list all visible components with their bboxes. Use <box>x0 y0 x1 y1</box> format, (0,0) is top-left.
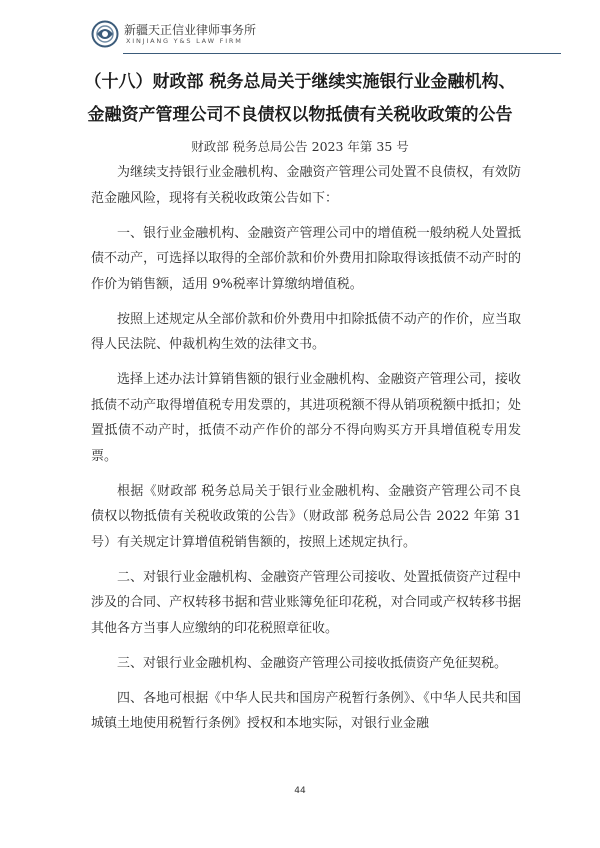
firm-logo-icon <box>91 20 119 48</box>
paragraph-article-1-deduction: 按照上述规定从全部价款和价外费用中扣除抵债不动产的作价，应当取得人民法院、仲裁机构生效的法律文书。 <box>91 311 521 352</box>
header-divider <box>123 53 561 54</box>
page-number: 44 <box>294 786 306 796</box>
paragraph-article-3: 三、对银行业金融机构、金融资产管理公司接收抵债资产免征契税。 <box>117 655 508 671</box>
paragraph-article-1-reference: 根据《财政部 税务总局关于银行业金融机构、金融资产管理公司不良债权以物抵债有关税收政策的公告》（财政部 税务总局公告 2022 年第 31 号）有关规定计算增值税销售额的，按照上述规定执行。 <box>91 483 521 550</box>
title-line-2: 金融资产管理公司不良债权以物抵债有关税收政策的公告 <box>87 105 513 125</box>
paragraph-intro: 为继续支持银行业金融机构、金融资产管理公司处置不良债权，有效防范金融风险，现将有关税收政策公告如下： <box>91 165 521 206</box>
title-line-1: （十八）财政部 税务总局关于继续实施银行业金融机构、 <box>84 72 516 92</box>
firm-name-en: XINJIANG Y&S LAW FIRM <box>126 37 243 45</box>
firm-name-cn: 新疆天正信业律师事务所 <box>124 23 257 37</box>
paragraph-article-2: 二、对银行业金融机构、金融资产管理公司接收、处置抵债资产过程中涉及的合同、产权转移书据和营业账簿免征印花税，对合同或产权转移书据其他各方当事人应缴纳的印花税照章征收。 <box>91 569 521 636</box>
document-header <box>91 20 521 50</box>
paragraph-article-4: 四、各地可根据《中华人民共和国房产税暂行条例》、《中华人民共和国城镇土地使用税暂行条例》授权和本地实际，对银行业金融 <box>91 690 521 731</box>
paragraph-article-1: 一、银行业金融机构、金融资产管理公司中的增值税一般纳税人处置抵债不动产，可选择以取得的全部价款和价外费用扣除取得该抵债不动产时的作价为销售额，适用 9%税率计算缴纳增值税。 <box>91 225 521 292</box>
document-title <box>80 66 520 132</box>
document-body <box>91 160 521 746</box>
document-number: 财政部 税务总局公告 2023 年第 35 号 <box>191 139 409 154</box>
paragraph-article-1-input-tax: 选择上述办法计算销售额的银行业金融机构、金融资产管理公司，接收抵债不动产取得增值税专用发票的，其进项税额不得从销项税额中抵扣；处置抵债不动产时，抵债不动产作价的部分不得向购买方开具增值税专用发票。 <box>91 372 521 464</box>
